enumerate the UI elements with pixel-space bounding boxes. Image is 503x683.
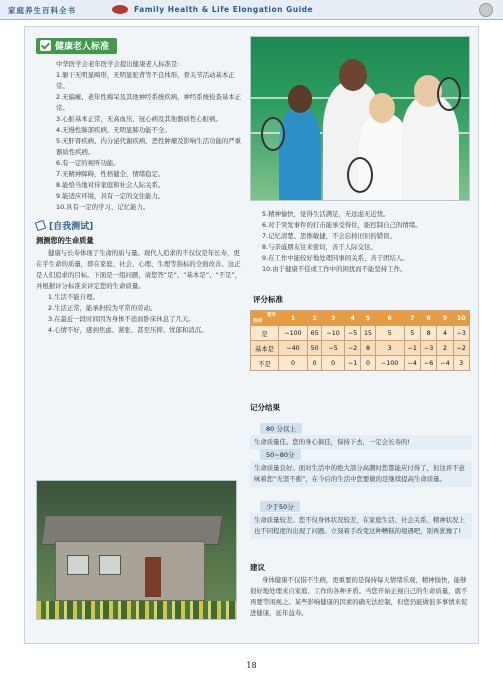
house-window <box>99 555 121 575</box>
question-item: 2.生活正常，能承担较为平常的劳动。 <box>48 304 157 312</box>
question-item: 5.精神愉快，觉得生活满足，无远虑无近忧。 <box>262 210 390 218</box>
table-cell: −1 <box>344 356 360 371</box>
column-header: 9 <box>437 311 453 326</box>
photo-old-house <box>36 480 237 620</box>
self-test-intro: 健康与长寿体现了生命的质与量。现代人追求的不仅仅是年长寿，更在乎生命的质量，即在家庭、社会、心理、生理等指标的全面改善。这正是人们追求的目标。下面是一组问题，请您答“是”、“基本是”、“不是”，并根据评分标准来评定您的生命质量。 <box>36 249 242 290</box>
pencil-icon <box>35 220 47 232</box>
check-icon <box>40 40 51 51</box>
question-item: 4.心情不好，感到焦虑、紧张、甚至压抑、忧郁和消沉。 <box>48 326 208 334</box>
table-cell: 4 <box>437 326 453 341</box>
table-cell: 0 <box>308 356 322 371</box>
table-cell: −2 <box>453 341 469 356</box>
row-label: 是 <box>251 326 279 341</box>
table-cell: −100 <box>279 326 308 341</box>
table-cell: −4 <box>437 356 453 371</box>
table-cell: 15 <box>361 326 375 341</box>
page-header <box>0 0 503 20</box>
standard-item: 10.具有一定的学习、记忆能力。 <box>56 203 150 211</box>
row-label: 基本是 <box>251 341 279 356</box>
table-cell: −1 <box>404 341 420 356</box>
right-question-list <box>262 209 467 275</box>
table-cell: −10 <box>322 326 345 341</box>
standard-item: 9.能适应环境，具有一定的交往能力。 <box>56 192 165 200</box>
table-cell: 3 <box>375 341 404 356</box>
range-label: 50~80分 <box>260 449 301 460</box>
column-header: 2 <box>308 311 322 326</box>
person-man-right <box>401 96 459 200</box>
standard-item: 2.无偏瘫、老年性痴呆及其他神经系统疾病，神经系统检查基本正常。 <box>56 93 242 112</box>
photo-seniors-tennis <box>250 36 470 201</box>
range-label: 80 分以上 <box>260 423 302 434</box>
standard-item: 5.无肝肾疾病、内分泌代谢疾病、恶性肿瘤及影响生活功能的严重器质性疾病。 <box>56 137 242 156</box>
column-header: 1 <box>279 311 308 326</box>
question-item: 7.记忆清楚、思维敏捷，不会忘掉旧识的错误。 <box>262 232 396 240</box>
question-item: 6.对于突发事件的打击能承受得住，能控制自己的情绪。 <box>262 221 422 229</box>
book-logo-icon <box>112 5 128 14</box>
scoring-table <box>250 310 470 371</box>
tennis-racket-icon <box>437 77 461 111</box>
advice-text: 身体健康不仅指不生病，更重要的是保持每天情绪乐观、精神愉快，能够很好地处理来自家庭、工作的各种矛盾。当您开始正视自己的生命质量，就不再要等闲视之。某些影响健康的因素的确无法控制，但您仍能做很多事情来促进健康，延年益寿。 <box>250 576 468 617</box>
question-item: 9.在工作中能较好地处理同事间关系，善于团结人。 <box>262 254 409 262</box>
results-title: 记分结果 <box>250 403 280 412</box>
table-cell: −3 <box>453 326 469 341</box>
question-item: 1.生活不能自理。 <box>48 293 99 301</box>
question-item: 3.在最近一段时间因为身体不适而卧床休息了几天。 <box>48 315 195 323</box>
table-row <box>251 326 470 341</box>
standard-item: 8.能恰当地对待家庭和社会人际关系。 <box>56 181 165 189</box>
column-header: 7 <box>404 311 420 326</box>
table-cell: 8 <box>420 326 436 341</box>
house-window <box>67 555 89 575</box>
table-cell: −2 <box>344 341 360 356</box>
house-door <box>145 557 161 597</box>
column-header: 4 <box>344 311 360 326</box>
table-cell: 8 <box>361 341 375 356</box>
table-cell: −4 <box>404 356 420 371</box>
result-range-low <box>250 494 472 539</box>
standard-item: 3.心脏基本正常，无高血压、冠心病及其他器质性心脏病。 <box>56 115 222 123</box>
range-text: 生命质量较差。您不仅身体状况较差，在家庭生活、社会关系、精神状况上也不同程度的出现了问题。立刻着手改变这种糟糕的境遇吧，别再犹豫了! <box>250 513 472 539</box>
column-header: 5 <box>361 311 375 326</box>
self-test-subtitle: 测测您的生命质量 <box>36 236 94 245</box>
table-row <box>251 341 470 356</box>
table-cell: 2 <box>437 341 453 356</box>
table-cell: 0 <box>361 356 375 371</box>
tennis-racket-icon <box>261 117 285 151</box>
question-item: 10.由于健康不佳或工作中的困扰而不能坚持工作。 <box>262 265 407 273</box>
scoring-header-row <box>251 311 470 326</box>
column-header: 3 <box>322 311 345 326</box>
standard-item: 6.有一定的视听功能。 <box>56 159 120 167</box>
result-range-mid <box>250 442 472 487</box>
book-title-cn: 家庭养生百科全书 <box>8 6 76 15</box>
table-row <box>251 356 470 371</box>
book-title-en: Family Health & Life Elongation Guide <box>134 5 314 14</box>
table-cell: 5 <box>404 326 420 341</box>
page-number: 18 <box>246 661 257 670</box>
standard-item: 4.无慢性肺部疾病，无明显肺功能不全。 <box>56 126 171 134</box>
scoring-title: 评分标准 <box>253 295 283 304</box>
left-column <box>36 36 242 336</box>
standard-intro: 中华医学会老年医学会提出健康老人标准是： <box>56 60 184 68</box>
table-cell: 0 <box>322 356 345 371</box>
advice-title: 建议 <box>250 563 265 572</box>
flower-bed <box>37 601 236 619</box>
range-label: 少于50分 <box>260 501 300 512</box>
standard-item: 7.无精神障碍，性格健全，情绪稳定。 <box>56 170 165 178</box>
self-test-title: [自我测试] <box>36 219 242 232</box>
person-woman-left <box>279 108 321 200</box>
row-label: 不是 <box>251 356 279 371</box>
table-cell: −5 <box>344 326 360 341</box>
question-item: 8.与亲戚朋友往来密切，善于人际交往。 <box>262 243 377 251</box>
table-cell: 3 <box>453 356 469 371</box>
table-cell: 50 <box>308 341 322 356</box>
column-header: 10 <box>453 311 469 326</box>
table-cell: −40 <box>279 341 308 356</box>
standard-item: 1.躯干无明显畸形，无明显驼背等不良体形，骨关节活动基本正常。 <box>56 71 235 90</box>
table-cell: 65 <box>308 326 322 341</box>
column-header: 6 <box>375 311 404 326</box>
corner-cell: 题号 选项 <box>251 311 279 326</box>
table-cell: 0 <box>279 356 308 371</box>
tennis-racket-icon <box>347 157 373 193</box>
range-text: 生命质量良好。面对生活中的绝大部分高潮时您都能应付得了，但这并不意味着您“无坚不摧”，在今后的生活中您要做的是继续提高生命质量。 <box>250 461 472 487</box>
table-cell: −6 <box>420 356 436 371</box>
table-cell: −5 <box>322 341 345 356</box>
binding-hole-icon <box>479 3 493 17</box>
table-cell: 5 <box>375 326 404 341</box>
table-cell: −100 <box>375 356 404 371</box>
section-title-healthy-elderly: 健康老人标准 <box>36 38 117 54</box>
column-header: 8 <box>420 311 436 326</box>
table-cell: −3 <box>420 341 436 356</box>
range-text: 生命质量佳。您的身心俱佳，保持下去，一定会长寿的! <box>250 435 472 450</box>
